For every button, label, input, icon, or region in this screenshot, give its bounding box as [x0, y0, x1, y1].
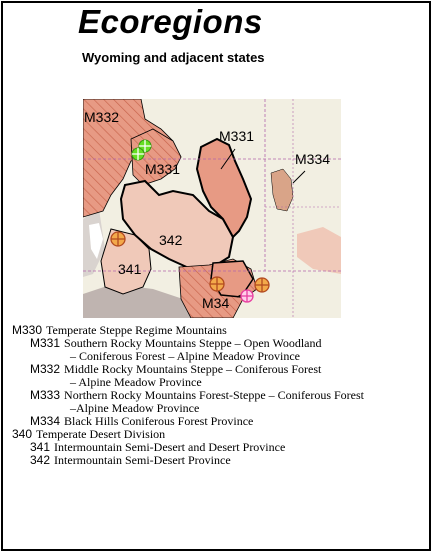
legend-text: Northern Rocky Mountains Forest-Steppe – Coniferous Forest	[64, 388, 364, 402]
legend-text: – Coniferous Forest – Alpine Meadow Province	[70, 349, 300, 363]
legend	[12, 323, 428, 466]
orange-crosshair-icon	[210, 277, 224, 291]
legend-code: M332	[30, 362, 61, 376]
orange-crosshair-icon	[111, 232, 125, 246]
page-title: Ecoregions	[78, 3, 263, 40]
label-341: 341	[118, 261, 142, 277]
legend-text: Temperate Steppe Regime Mountains	[46, 323, 227, 337]
legend-text: Temperate Desert Division	[36, 427, 166, 441]
legend-code: 341	[30, 440, 51, 454]
green-crosshair-icon	[132, 148, 144, 160]
legend-code: 342	[30, 453, 51, 467]
legend-code: M330	[12, 323, 43, 337]
legend-row-m331-cont	[12, 349, 428, 362]
legend-row-340	[12, 427, 428, 440]
legend-text: Intermountain Semi-Desert and Desert Province	[54, 440, 286, 454]
legend-row-m331	[12, 336, 428, 349]
ecoregion-map	[83, 99, 341, 318]
label-m331-east: M331	[219, 128, 255, 144]
label-m331-west: M331	[145, 161, 181, 177]
map-svg	[83, 99, 341, 318]
label-m34: M34	[202, 295, 230, 311]
legend-row-m330	[12, 323, 428, 336]
legend-text: Southern Rocky Mountains Steppe – Open Woodland	[64, 336, 322, 350]
legend-row-m333	[12, 388, 428, 401]
legend-code: M331	[30, 336, 61, 350]
legend-text: Intermountain Semi-Desert Province	[54, 453, 231, 467]
legend-code: M334	[30, 414, 61, 428]
magenta-crosshair-icon	[241, 290, 253, 302]
label-m334: M334	[295, 151, 331, 167]
legend-row-m333-cont	[12, 401, 428, 414]
legend-text: Black Hills Coniferous Forest Province	[64, 414, 254, 428]
legend-row-m332	[12, 362, 428, 375]
page-subtitle: Wyoming and adjacent states	[82, 50, 265, 65]
legend-code: 340	[12, 427, 33, 441]
legend-code: M333	[30, 388, 61, 402]
label-342: 342	[159, 232, 183, 248]
legend-row-m334	[12, 414, 428, 427]
label-m332: M332	[84, 109, 120, 125]
legend-text: Middle Rocky Mountains Steppe – Coniferous Forest	[64, 362, 322, 376]
orange-crosshair-icon	[255, 278, 269, 292]
legend-row-m332-cont	[12, 375, 428, 388]
legend-row-341	[12, 440, 428, 453]
legend-text: –Alpine Meadow Province	[70, 401, 200, 415]
legend-row-342	[12, 453, 428, 466]
legend-text: – Alpine Meadow Province	[70, 375, 202, 389]
